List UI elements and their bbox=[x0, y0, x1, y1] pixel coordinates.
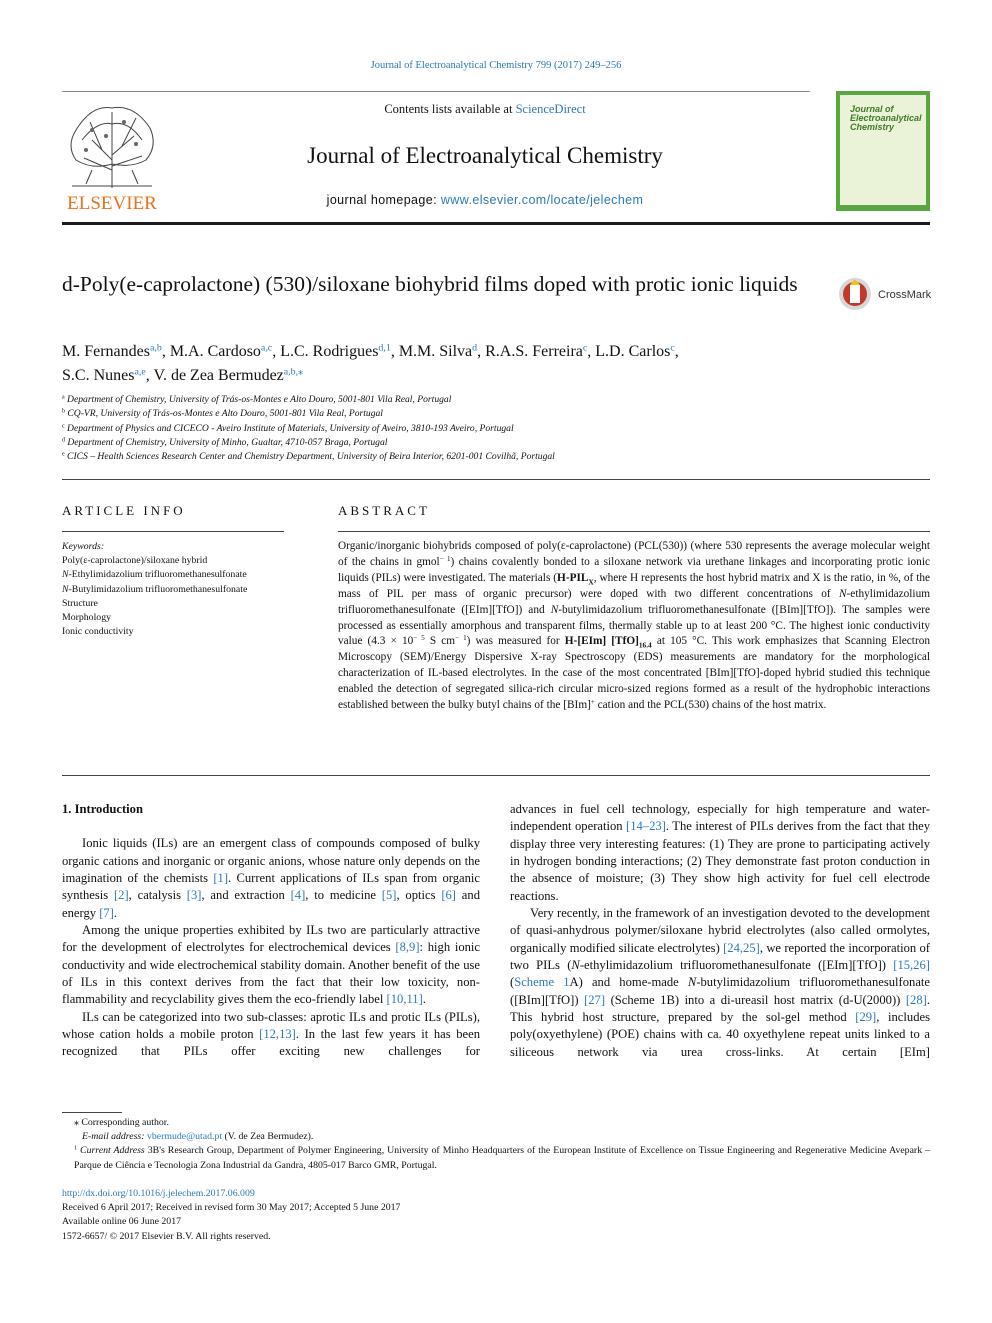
keyword-item: Morphology bbox=[62, 612, 111, 624]
article-history bbox=[62, 1187, 662, 1244]
contents-available-line bbox=[170, 102, 800, 117]
crossmark-icon bbox=[838, 276, 938, 312]
author-name[interactable]: R.A.S. Ferreira bbox=[485, 343, 583, 360]
keywords-label: Keywords: bbox=[62, 541, 105, 552]
intro-paragraph-4: advances in fuel cell technology, especially for high temperature and water-independent operation [14–23]. The interest of PILs derives from the fact that they display three very interesting features: (1) They are prone to participating actively in hydrogen bonding interactions; (2) They demonstrate fast proton conduction in the absence of moisture; (3) They show high activity for fuel cell electrode reactions. bbox=[510, 802, 930, 903]
author-affiliation-mark[interactable]: a,c bbox=[260, 342, 273, 354]
citation-link[interactable]: [1] bbox=[213, 871, 229, 886]
intro-paragraph-2: Among the unique properties exhibited by ILs two are particularly attractive for the development of electrolytes for electrochemical devices [8,9]: high ionic conductivity and wide electrochemical stability domain. Another benefit of the use of ILs in this context derives from the fact that their low toxicity, non-flammability and recyclability gives them the eco-friendly label [10,11]. bbox=[62, 923, 480, 1007]
keyword-item: N-Butylimidazolium trifluoromethanesulfonate bbox=[62, 583, 248, 595]
author-name[interactable]: M. Fernandes bbox=[62, 343, 150, 360]
author-affiliation-mark[interactable]: a,b bbox=[149, 342, 162, 354]
affiliation-rule bbox=[62, 479, 930, 480]
header-rule-top bbox=[62, 91, 810, 92]
contents-prefix: Contents lists available at bbox=[384, 102, 513, 116]
affiliation-item: $^a$ Department of Chemistry, University of Trás-os-Montes e Alto Douro, 5001-801 Vila Real, Portugal bbox=[62, 394, 452, 405]
footnote-corresponding: ⁎ Corresponding author. bbox=[74, 1117, 169, 1128]
abstract-text: Organic/inorganic biohybrids composed of poly(ε-caprolactone) (PCL(530)) (where 530 represents the average molecular weight of the chains in gmol$^{- 1}$) chains covalently bonded to a siloxane network via urethane linkages and incorporating protic ionic liquids (PILs) were investigated. The materials ($H-PIL_X$, where H represents the host hybrid matrix and X is the ratio, in %, of the mass of PIL per mass of organic precursor) were doped with two different concentrations of N-ethylimidazolium trifluoromethanesulfonate ([EIm][TfO]) and N-butylimidazolium trifluoromethanesulfonate ([BIm][TfO]). The samples were processed as essentially amorphous and transparent films, thermally stable up to at least 200 °C. The highest ionic conductivity value ($4.3 \times 10^{- 5}$ S $cm^{- 1}$) was measured for H-[EIm] $[TfO]_{16.4}$ at 105 °C. This work emphasizes that Scanning Electron Microscopy (SEM)/Energy Dispersive X-ray Spectroscopy (EDS) measurements are mandatory for the morphological characterization of IL-based electrolytes. In the case of the most concentrated [BIm][TfO]-doped hybrid studied this technique enabled the detection of segregated silica-rich circular micro-sized regions formed as a result of the hydrophobic interactions established between the bulky butyl chains of the [BIm]+ cation and the PCL(530) chains of the host matrix. bbox=[338, 540, 930, 712]
author-affiliation-mark[interactable]: a,e bbox=[134, 366, 146, 378]
sciencedirect-link[interactable]: ScienceDirect bbox=[515, 102, 586, 116]
intro-paragraph-5: Very recently, in the framework of an investigation devoted to the development of quasi-anhydrous polymer/siloxane hybrid electrolytes (also called ormolytes, organically modified silicate electrolytes) [24,25], we reported the incorporation of two PILs (N-ethylimidazolium trifluoromethanesulfonate ([EIm][TfO]) [15,26] (Scheme 1A) and home-made N-butylimidazolium trifluoromethanesulfonate ([BIm][TfO]) [27] (Scheme 1B) into a di-ureasil host matrix (d-U(2000)) [28]. This hybrid host structure, prepared by the sol-gel method [29], includes poly(oxyethylene) (POE) chains with ca. 40 oxyethylene repeat units linked to a siliceous network via urea cross-links. At certain [EIm] bbox=[510, 906, 930, 1059]
journal-reference[interactable]: Journal of Electroanalytical Chemistry 799 (2017) 249–256 bbox=[370, 60, 622, 71]
citation-link[interactable]: [29] bbox=[855, 1010, 877, 1025]
journal-title: Journal of Electroanalytical Chemistry bbox=[307, 143, 663, 168]
author-affiliation-mark[interactable]: c bbox=[582, 342, 588, 354]
abstract-bottom-rule bbox=[62, 775, 930, 776]
journal-cover-thumbnail[interactable] bbox=[836, 91, 930, 211]
footnote-email: E-mail address: vbermude@utad.pt (V. de Zea Bermudez). bbox=[82, 1131, 314, 1143]
section-heading-introduction: 1. Introduction bbox=[62, 802, 143, 816]
citation-link[interactable]: [8,9] bbox=[395, 940, 420, 955]
citation-link[interactable]: [10,11] bbox=[386, 992, 423, 1007]
homepage-prefix: journal homepage: bbox=[326, 193, 437, 207]
citation-link[interactable]: [28] bbox=[905, 992, 927, 1007]
article-info-heading: ARTICLE INFO bbox=[62, 503, 186, 518]
author-affiliation-mark[interactable]: a,b,⁎ bbox=[283, 366, 304, 378]
abstract-rule bbox=[338, 531, 930, 532]
author-name[interactable]: V. de Zea Bermudez bbox=[153, 367, 284, 384]
author-list: M. Fernandes$^{a,b}$, M.A. Cardoso$^{a,c}$, L.C. Rodrigues$^{d,1}$, M.M. Silva$^d$, R.A.S. Ferreira$^c$, L.D. Carlos$^c$, S.C. Nunes$^{a,e}$, V. de Zea Bermudez$^{a,b,⁎}$ bbox=[62, 342, 679, 384]
copyright: 1572-6657/ © 2017 Elsevier B.V. All rights reserved. bbox=[62, 1230, 271, 1242]
doi-link[interactable]: http://dx.doi.org/10.1016/j.jelechem.2017.06.009 bbox=[62, 1188, 255, 1199]
author-name[interactable]: M.A. Cardoso bbox=[169, 343, 261, 360]
email-link[interactable]: vbermude@utad.pt bbox=[146, 1131, 223, 1143]
cover-title: Journal of Electroanalytical Chemistry bbox=[850, 104, 922, 132]
footnote-current-address: $^1$ Current Address 3B's Research Group, Department of Polymer Engineering, University of Minho Headquarters of the European Institute of Excellence on Tissue Engineering and Regenerative Medicine Avepark – Parque de Ciência e Tecnologia Zona Industrial da Gandra, 4805-017 Barco GMR, Portugal. bbox=[74, 1145, 931, 1171]
footnotes bbox=[62, 1116, 930, 1173]
header-rule-bottom bbox=[62, 222, 930, 225]
affiliation-list bbox=[62, 393, 922, 464]
keyword-list bbox=[62, 554, 302, 639]
elsevier-logo[interactable] bbox=[62, 100, 162, 212]
elsevier-tree-icon bbox=[62, 100, 162, 212]
crossmark-badge[interactable] bbox=[838, 276, 938, 312]
available-online: Available online 06 June 2017 bbox=[62, 1216, 181, 1228]
affiliation-item: $^e$ CICS – Health Sciences Research Center and Chemistry Department, University of Beira Interior, 6201-001 Covilhã, Portugal bbox=[62, 451, 555, 463]
citation-link[interactable]: [2] bbox=[113, 888, 129, 903]
elsevier-wordmark: ELSEVIER bbox=[67, 193, 157, 212]
keyword-item: Ionic conductivity bbox=[62, 626, 134, 638]
intro-paragraph-1: Ionic liquids (ILs) are an emergent class of compounds composed of bulky organic cations and inorganic or organic anions, whose nature only depends on the imagination of the chemists [1]. Current applications of ILs span from organic synthesis [2], catalysis [3], and extraction [4], to medicine [5], optics [6] and energy [7]. bbox=[62, 836, 480, 920]
citation-link[interactable]: [14–23] bbox=[626, 819, 666, 834]
keyword-item: Poly(ε-caprolactone)/siloxane hybrid bbox=[62, 555, 208, 567]
citation-link[interactable]: Scheme 1 bbox=[514, 975, 570, 990]
intro-paragraph-3: ILs can be categorized into two sub-classes: aprotic ILs and protic ILs (PILs), whose cation holds a mobile proton [12,13]. In the last few years it has been recognized that PILs offer exciting new challenges for bbox=[62, 1009, 480, 1059]
body-column-right bbox=[510, 801, 930, 1061]
author-name[interactable]: L.D. Carlos bbox=[595, 343, 671, 360]
abstract-heading: ABSTRACT bbox=[338, 503, 430, 518]
citation-link[interactable]: [15,26] bbox=[893, 958, 930, 973]
keyword-item: Structure bbox=[62, 597, 98, 609]
author-name[interactable]: S.C. Nunes bbox=[62, 367, 135, 384]
crossmark-label: CrossMark bbox=[878, 289, 932, 301]
article-info-rule bbox=[62, 531, 284, 532]
citation-link[interactable]: [4] bbox=[290, 888, 306, 903]
homepage-link[interactable]: www.elsevier.com/locate/jelechem bbox=[440, 193, 644, 207]
keyword-item: N-Ethylimidazolium trifluoromethanesulfonate bbox=[62, 569, 247, 581]
author-affiliation-mark[interactable]: d bbox=[472, 342, 478, 354]
author-affiliation-mark[interactable]: d,1 bbox=[378, 342, 391, 354]
received-dates: Received 6 April 2017; Received in revised form 30 May 2017; Accepted 5 June 2017 bbox=[62, 1202, 401, 1214]
affiliation-item: $^c$ Department of Physics and CICECO - Aveiro Institute of Materials, University of Aveiro, 3810-193 Aveiro, Portugal bbox=[62, 422, 514, 434]
citation-link[interactable]: [24,25] bbox=[723, 940, 760, 955]
author-affiliation-mark[interactable]: c bbox=[670, 342, 675, 354]
affiliation-item: $^b$ CQ-VR, University of Trás-os-Montes e Alto Douro, 5001-801 Vila Real, Portugal bbox=[62, 408, 383, 420]
author-name[interactable]: L.C. Rodrigues bbox=[280, 343, 379, 360]
citation-link[interactable]: [5] bbox=[381, 888, 397, 903]
citation-link[interactable]: [3] bbox=[186, 888, 202, 903]
article-title: d-Poly(e-caprolactone) (530)/siloxane biohybrid films doped with protic ionic liquids bbox=[62, 272, 798, 296]
affiliation-item: $^d$ Department of Chemistry, University of Minho, Gualtar, 4710-057 Braga, Portugal bbox=[62, 436, 388, 448]
journal-homepage-line bbox=[170, 193, 800, 207]
citation-link[interactable]: [27] bbox=[584, 992, 606, 1007]
keywords-block bbox=[62, 540, 302, 639]
citation-link[interactable]: [6] bbox=[441, 888, 456, 903]
citation-link[interactable]: [7] bbox=[99, 905, 114, 920]
footnote-rule bbox=[62, 1112, 122, 1113]
citation-link[interactable]: [12,13] bbox=[259, 1027, 296, 1042]
author-name[interactable]: M.M. Silva bbox=[398, 343, 473, 360]
body-column-left bbox=[62, 801, 480, 1061]
